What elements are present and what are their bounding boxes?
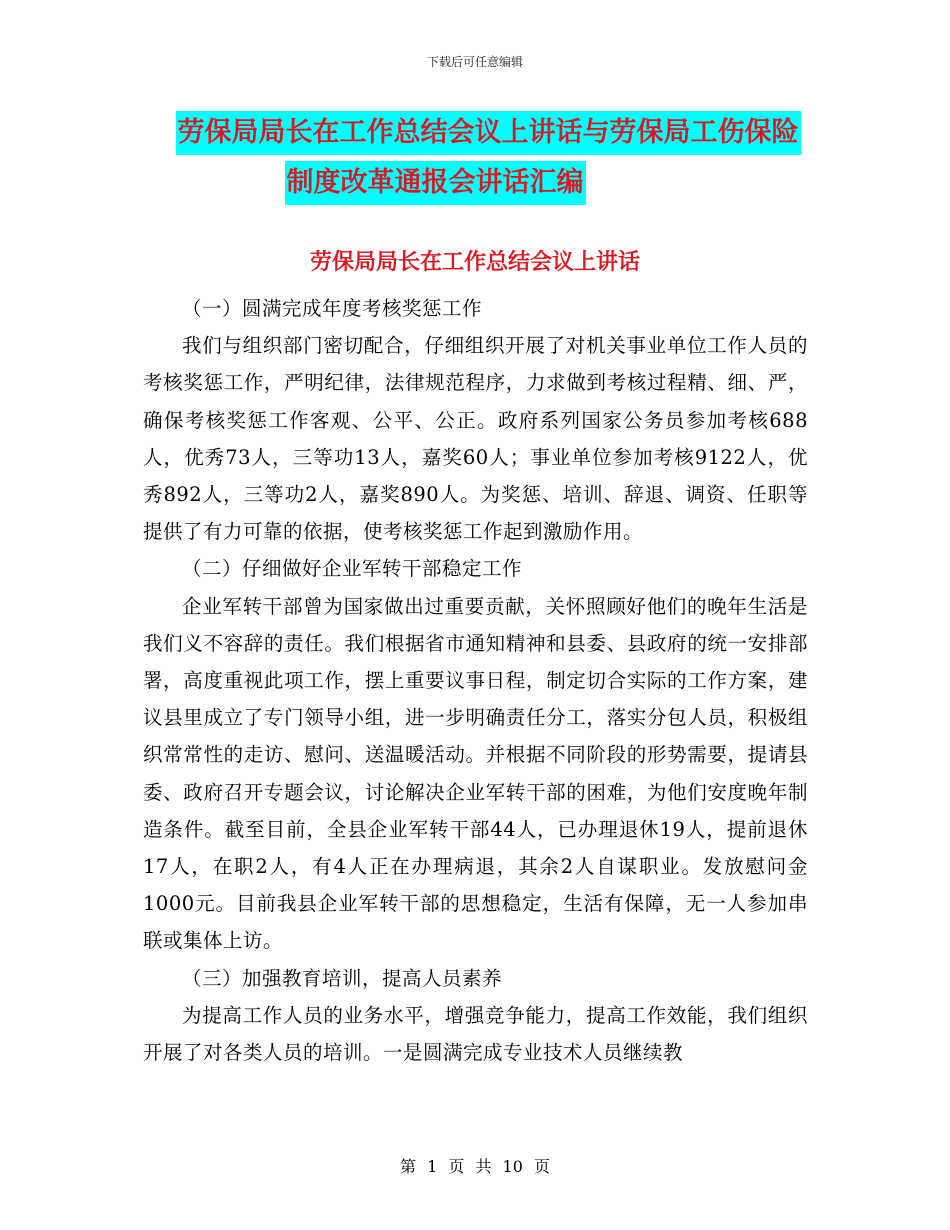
document-body [143, 290, 808, 1071]
subheading-2: （二）仔细做好企业军转干部稳定工作 [182, 557, 523, 581]
page-number-footer: 第 1 页 共 10 页 [400, 1157, 550, 1176]
subheading-1: （一）圆满完成年度考核奖惩工作 [182, 297, 483, 320]
paragraph-2: 企业军转干部曾为国家做出过重要贡献，关怀照顾好他们的晚年生活是我们义不容辞的责任。我们根据省市通知精神和县委、县政府的统一安排部署，高度重视此项工作，摆上重要议事日程，制定切合实际的工作方案，建议县里成立了专门领导小组，进一步明确责任分工，落实分包人员，积极组织常常性的走访、慰问、送温暖活动。并根据不同阶段的形势需要，提请县委、政府召开专题会议，讨论解决企业军转干部的困难，为他们安度晚年制造条件。截至目前，全县企业军转干部44人，已办理退休19人，提前退休17人，在职2人，有4人正在办理病退，其余2人自谋职业。发放慰问金1000元。目前我县企业军转干部的思想稳定，生活有保障，无一人参加串联或集体上访。 [143, 594, 808, 953]
document-title-line-2: 制度改革通报会讲话汇编 [285, 161, 586, 205]
page-header-note: 下载后可任意编辑 [426, 55, 523, 69]
subheading-3: （三）加强教育培训，提高人员素养 [182, 966, 503, 990]
paragraph-3: 为提高工作人员的业务水平，增强竞争能力，提高工作效能，我们组织开展了对各类人员的培训。一是圆满完成专业技术人员继续教 [143, 1003, 808, 1065]
section-title: 劳保局局长在工作总结会议上讲话 [309, 250, 640, 275]
document-title-line-1: 劳保局局长在工作总结会议上讲话与劳保局工伤保险 [176, 111, 801, 155]
paragraph-1: 我们与组织部门密切配合，仔细组织开展了对机关事业单位工作人员的考核奖惩工作，严明纪律，法律规范程序，力求做到考核过程精、细、严，确保考核奖惩工作客观、公平、公正。政府系列国家公务员参加考核688人，优秀73人，三等功13人，嘉奖60人；事业单位参加考核9122人，优秀892人，三等功2人，嘉奖890人。为奖惩、培训、辞退、调资、任职等提供了有力可靠的依据，使考核奖惩工作起到激励作用。 [143, 334, 808, 544]
document-title [0, 108, 950, 208]
